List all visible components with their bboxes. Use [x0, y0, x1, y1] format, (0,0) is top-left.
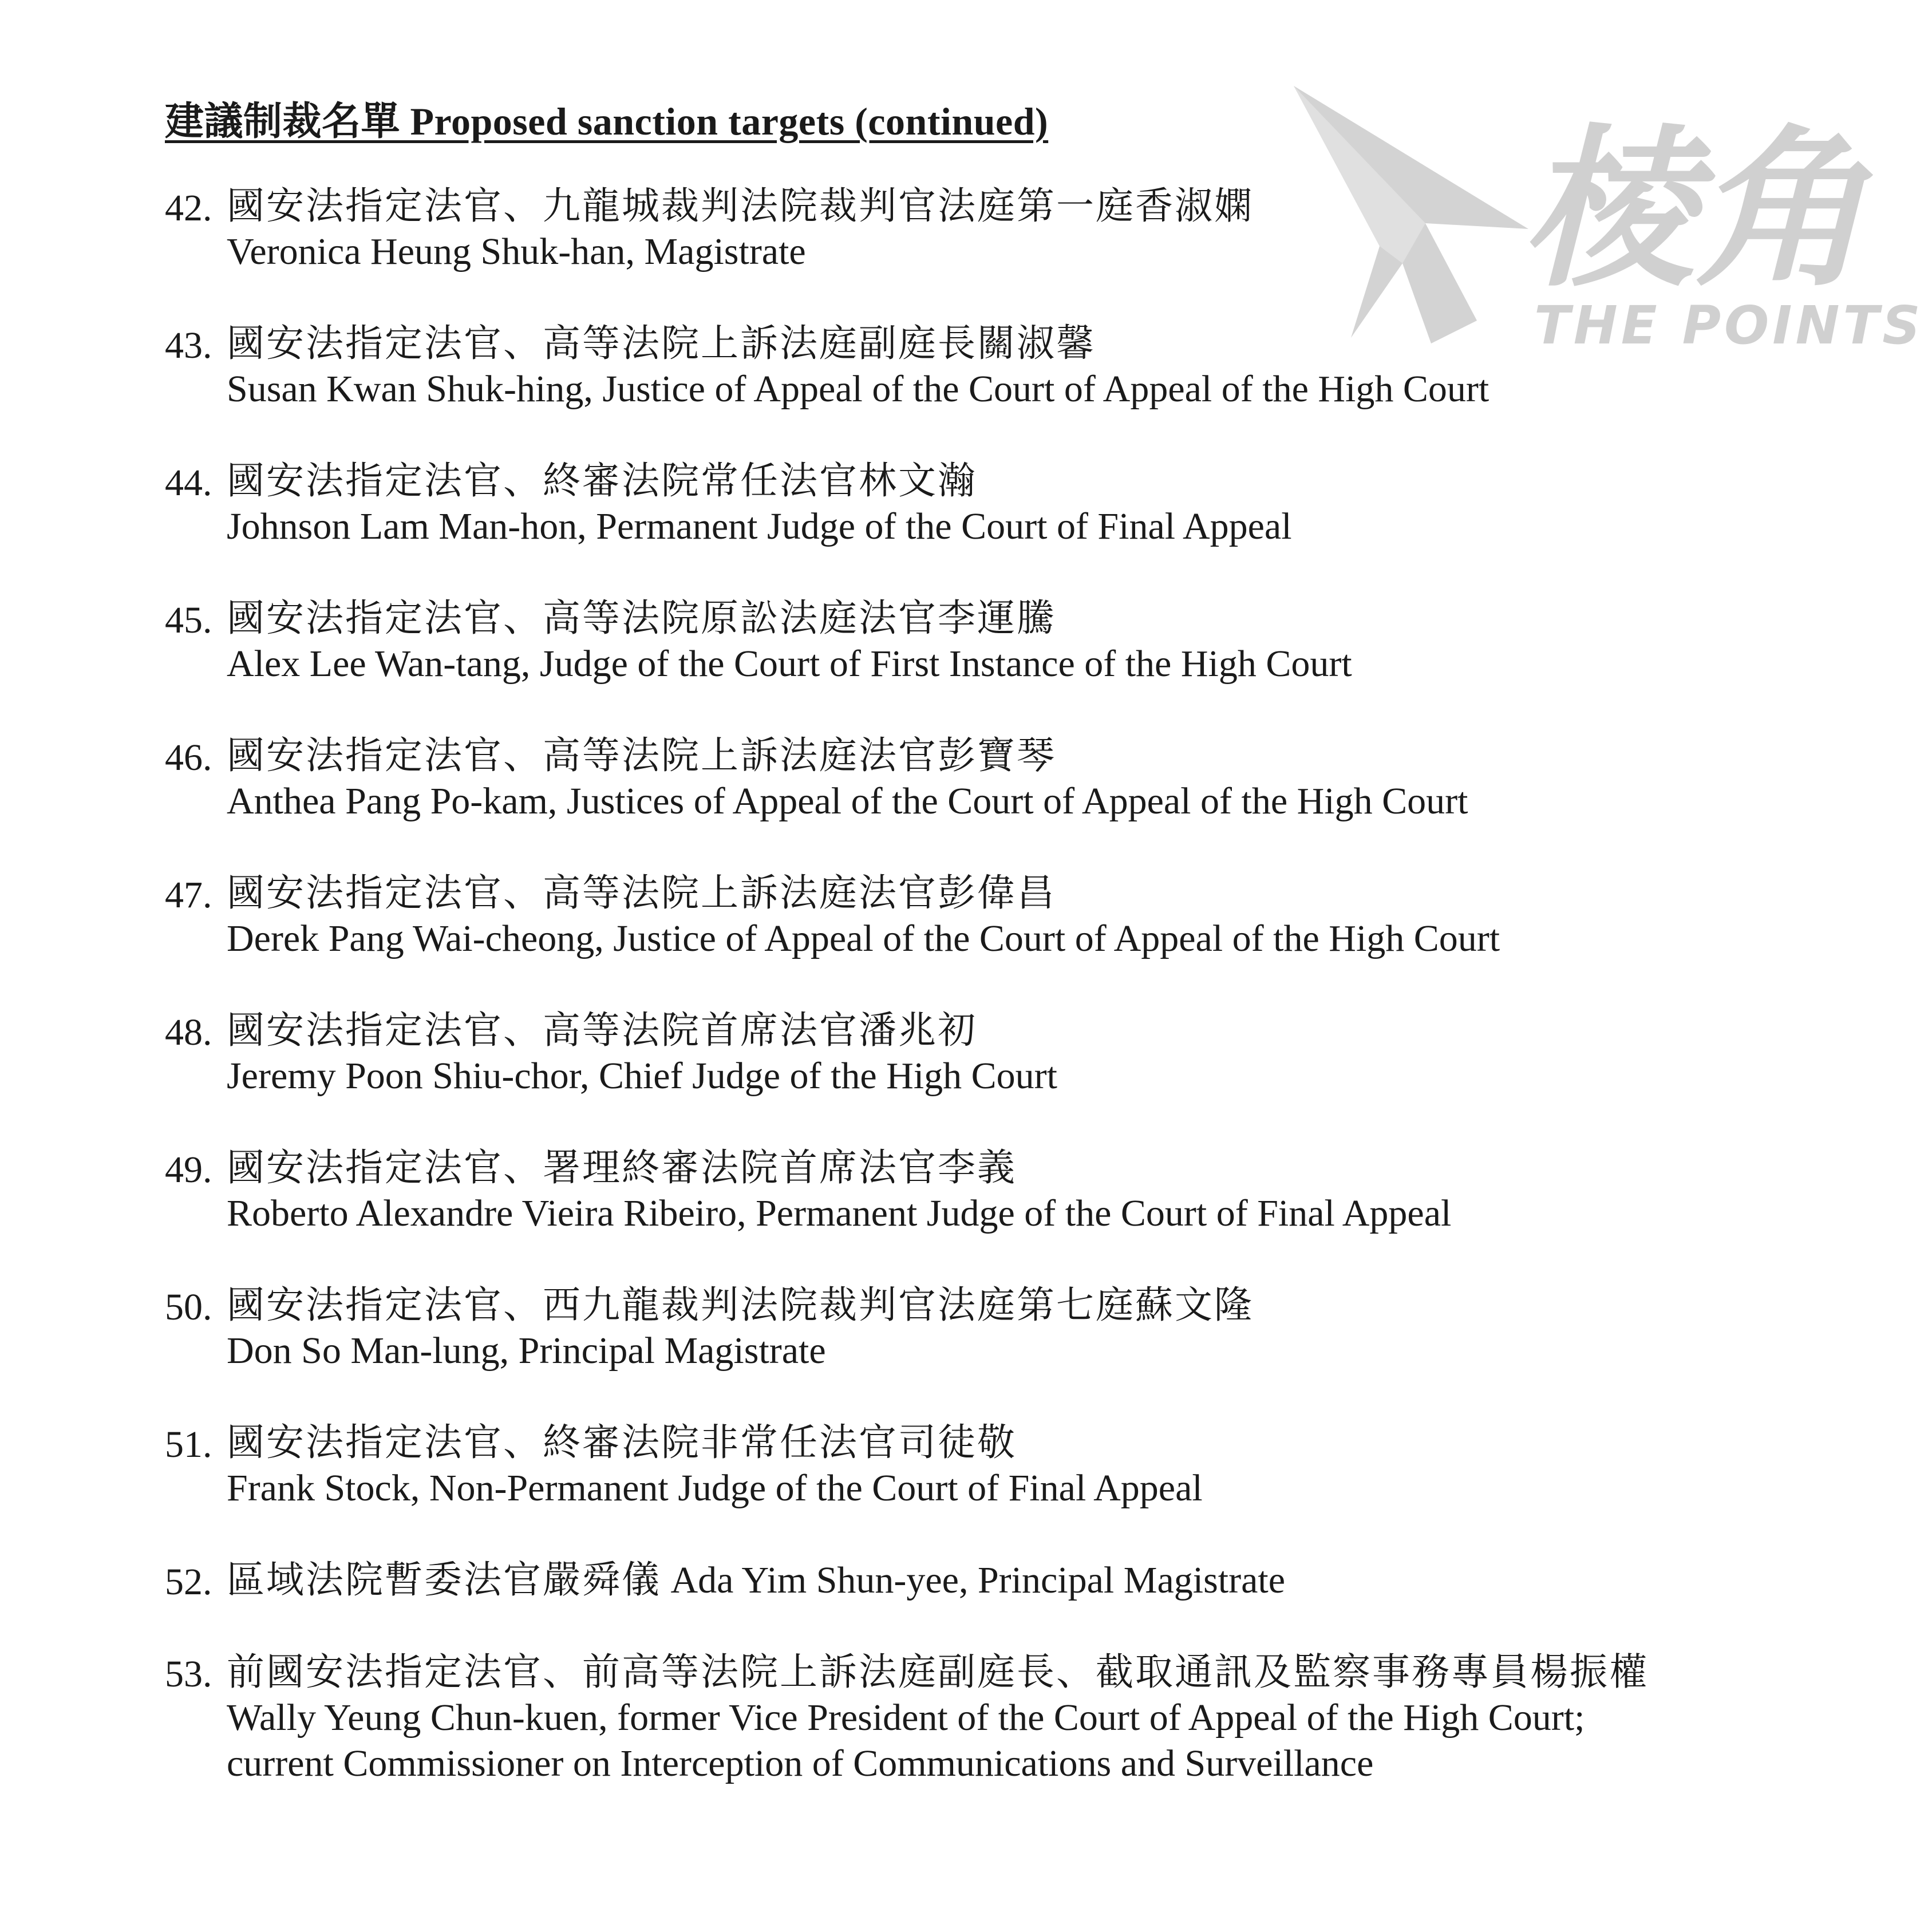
list-item [165, 321, 1796, 412]
item-number: 42. [165, 187, 212, 229]
item-number: 46. [165, 737, 212, 779]
item-english-text: Alex Lee Wan-tang, Judge of the Court of First Instance of the High Court [227, 643, 1352, 685]
item-english-text: Don So Man-lung, Principal Magistrate [227, 1330, 826, 1372]
item-english-text: Wally Yeung Chun-kuen, former Vice President of the Court of Appeal of the High Court; [227, 1697, 1585, 1739]
item-number: 51. [165, 1424, 212, 1465]
list-item [165, 183, 1796, 275]
item-combined-text [227, 1557, 1796, 1603]
watermark-chinese-text: 棱角 [1523, 110, 1866, 310]
item-number: 50. [165, 1286, 212, 1328]
item-number: 53. [165, 1653, 212, 1695]
list-item [165, 1649, 1796, 1787]
item-number: 45. [165, 599, 212, 641]
item-number: 49. [165, 1149, 212, 1191]
watermark-english-text: THE POINTS [1534, 295, 1924, 356]
item-english-text: Jeremy Poon Shiu-chor, Chief Judge of the High Court [227, 1055, 1058, 1097]
item-number: 48. [165, 1012, 212, 1053]
item-chinese-text: 國安法指定法官、署理終審法院首席法官李義 [227, 1145, 1017, 1190]
item-english-text-continued: current Commissioner on Interception of Communications and Surveillance [227, 1743, 1374, 1784]
list-item [165, 1420, 1796, 1511]
item-chinese-text: 國安法指定法官、高等法院上訴法庭法官彭偉昌 [227, 871, 1056, 915]
list-item [165, 1282, 1796, 1374]
item-chinese-text: 國安法指定法官、高等法院上訴法庭法官彭寶琴 [227, 733, 1056, 777]
item-english-text: Anthea Pang Po-kam, Justices of Appeal of the Court of Appeal of the High Court [227, 780, 1468, 822]
item-chinese-text: 前國安法指定法官、前高等法院上訴法庭副庭長、截取通訊及監察事務專員楊振權 [227, 1650, 1649, 1694]
list-item [165, 1008, 1796, 1099]
list-item [165, 458, 1796, 550]
list-item [165, 1557, 1796, 1603]
item-english-text: Veronica Heung Shuk-han, Magistrate [227, 231, 806, 272]
item-chinese-text: 國安法指定法官、高等法院首席法官潘兆初 [227, 1008, 977, 1052]
item-chinese-text: 國安法指定法官、九龍城裁判法院裁判官法庭第一庭香淑嫻 [227, 184, 1254, 228]
page-heading: 建議制裁名單 Proposed sanction targets (continued) [165, 100, 1049, 143]
item-number: 47. [165, 874, 212, 916]
item-english-text: Johnson Lam Man-hon, Permanent Judge of the Court of Final Appeal [227, 505, 1292, 547]
item-english-text: Frank Stock, Non-Permanent Judge of the Court of Final Appeal [227, 1467, 1203, 1509]
item-english-text: Ada Yim Shun-yee, Principal Magistrate [670, 1559, 1285, 1601]
sanction-target-list [165, 183, 1796, 1832]
list-item [165, 870, 1796, 962]
item-english-text: Derek Pang Wai-cheong, Justice of Appeal of the Court of Appeal of the High Court [227, 918, 1500, 959]
item-chinese-text: 區域法院暫委法官嚴舜儀 [227, 1558, 661, 1602]
item-english-text: Susan Kwan Shuk-hing, Justice of Appeal of the Court of Appeal of the High Court [227, 368, 1490, 410]
item-number: 44. [165, 462, 212, 504]
item-number: 52. [165, 1561, 212, 1603]
list-item [165, 1145, 1796, 1236]
item-chinese-text: 國安法指定法官、西九龍裁判法院裁判官法庭第七庭蘇文隆 [227, 1283, 1254, 1327]
item-chinese-text: 國安法指定法官、終審法院常任法官林文瀚 [227, 459, 977, 503]
item-number: 43. [165, 325, 212, 366]
item-chinese-text: 國安法指定法官、終審法院非常任法官司徒敬 [227, 1420, 1017, 1464]
list-item [165, 595, 1796, 687]
item-chinese-text: 國安法指定法官、高等法院原訟法庭法官李運騰 [227, 596, 1056, 640]
list-item [165, 733, 1796, 824]
item-english-text: Roberto Alexandre Vieira Ribeiro, Permanent Judge of the Court of Final Appeal [227, 1192, 1452, 1234]
item-chinese-text: 國安法指定法官、高等法院上訴法庭副庭長關淑馨 [227, 321, 1096, 365]
